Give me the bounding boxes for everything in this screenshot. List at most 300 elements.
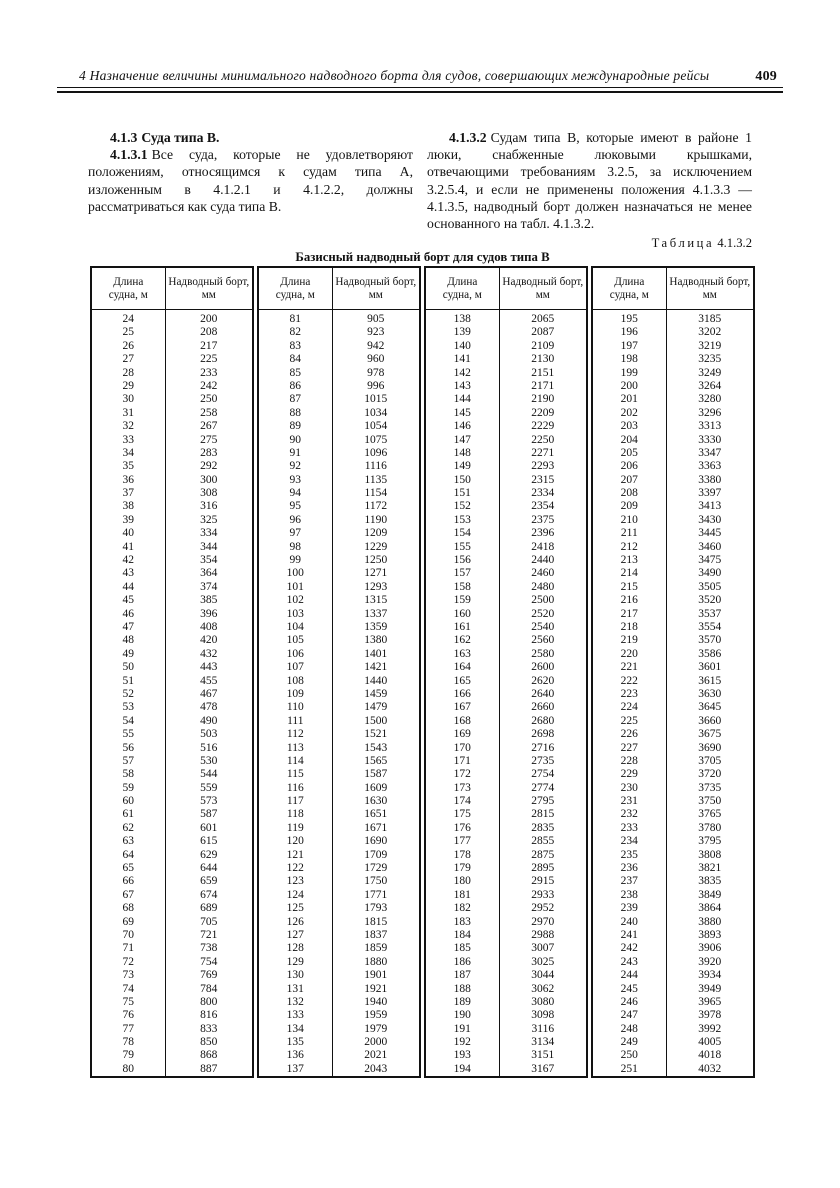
freeboard-cell: 2293 [531,460,555,473]
freeboard-cell: 3660 [698,714,722,727]
freeboard-cell: 443 [200,661,218,674]
length-cell: 140 [453,339,471,352]
freeboard-cell: 1587 [364,768,388,781]
freeboard-cell: 503 [200,728,218,741]
freeboard-cell: 1034 [364,406,388,419]
section-text: Все суда, которые не удовлетворяют положениям, относящимся к судам типа А, изложенным в 4.1.2.1 и 4.1.2.2, должны рассматриваться как суда типа В. [88,147,413,214]
freeboard-cell: 868 [200,1049,218,1062]
freeboard-cell: 3978 [698,1009,722,1022]
length-cell: 75 [122,995,135,1008]
section-number: 4.1.3 [110,130,138,145]
table-group-3 [424,266,588,1078]
length-cell: 162 [453,634,471,647]
freeboard-cell: 3044 [531,969,555,982]
length-cell: 107 [286,661,304,674]
length-cell: 44 [122,580,135,593]
freeboard-cell: 3920 [698,955,722,968]
length-cell: 53 [122,701,135,714]
freeboard-cell: 3080 [531,995,555,1008]
length-cell: 95 [289,500,302,513]
length-cell: 138 [453,313,471,325]
paragraph-4-1-3-1 [88,146,413,215]
length-cell: 209 [620,500,638,513]
length-column-header: Длина судна, м [92,268,166,309]
table-group-1 [90,266,254,1078]
length-cell: 170 [453,741,471,754]
freeboard-cell: 275 [200,433,218,446]
freeboard-cell: 3235 [698,353,722,366]
freeboard-cell: 1651 [364,808,388,821]
length-cell: 117 [286,795,304,808]
length-cell: 123 [286,875,304,888]
length-cell: 116 [286,781,304,794]
length-cell: 84 [289,353,302,366]
length-cell: 119 [286,821,304,834]
length-cell: 195 [620,313,638,325]
freeboard-cell: 2087 [531,326,555,339]
length-cell: 216 [620,594,638,607]
paragraph-4-1-3 [88,129,413,146]
freeboard-cell: 2271 [531,446,555,459]
freeboard-cell: 2952 [531,902,555,915]
freeboard-cell: 3821 [698,862,722,875]
length-cell: 31 [122,406,135,419]
length-cell: 49 [122,647,135,660]
length-cell: 71 [122,942,135,955]
freeboard-cell: 2540 [531,620,555,633]
length-cell: 213 [620,554,638,567]
length-cell: 215 [620,580,638,593]
freeboard-cell: 2560 [531,634,555,647]
freeboard-cell: 2915 [531,875,555,888]
length-cell: 190 [453,1009,471,1022]
freeboard-cell: 3296 [698,406,722,419]
freeboard-cell: 2698 [531,728,555,741]
length-cell: 46 [122,607,135,620]
freeboard-cell: 3849 [698,888,722,901]
freeboard-cell: 3025 [531,955,555,968]
freeboard-cell: 816 [200,1009,218,1022]
length-cell: 161 [453,620,471,633]
freeboard-cell: 2354 [531,500,555,513]
length-cell: 214 [620,567,638,580]
freeboard-cell: 208 [200,326,218,339]
freeboard-cell: 242 [200,379,218,392]
length-cell: 85 [289,366,302,379]
length-cell: 224 [620,701,638,714]
length-cell: 34 [122,446,135,459]
length-cell: 173 [453,781,471,794]
freeboard-cell: 3151 [531,1049,555,1062]
length-cell: 73 [122,969,135,982]
freeboard-cell: 3570 [698,634,722,647]
freeboard-cell: 3835 [698,875,722,888]
length-cell: 218 [620,620,638,633]
freeboard-cell: 200 [200,313,218,325]
freeboard-cell: 2418 [531,540,555,553]
freeboard-cell: 2021 [364,1049,388,1062]
section-number: 4.1.3.1 [110,147,148,163]
length-cell: 141 [453,353,471,366]
freeboard-cell: 2640 [531,687,555,700]
length-cell: 232 [620,808,638,821]
length-cell: 33 [122,433,135,446]
freeboard-cell: 800 [200,995,218,1008]
length-cell: 104 [286,620,304,633]
length-cell: 66 [122,875,135,888]
length-cell: 30 [122,393,135,406]
freeboard-cell: 3934 [698,969,722,982]
freeboard-cell: 344 [200,540,218,553]
length-cell: 233 [620,821,638,834]
freeboard-cell: 2375 [531,513,555,526]
length-cell: 114 [286,754,304,767]
freeboard-cell: 3397 [698,487,722,500]
freeboard-cell: 3347 [698,446,722,459]
freeboard-cell: 1815 [364,915,388,928]
length-cell: 131 [286,982,304,995]
freeboard-cell: 923 [367,326,385,339]
freeboard-cell: 3690 [698,741,722,754]
freeboard-cell: 2933 [531,888,555,901]
freeboard-cell: 1054 [364,420,388,433]
freeboard-cell: 615 [200,835,218,848]
length-cell: 42 [122,554,135,567]
length-cell: 163 [453,647,471,660]
length-cell: 197 [620,339,638,352]
freeboard-cell: 3363 [698,460,722,473]
freeboard-cell: 1880 [364,955,388,968]
length-cell: 165 [453,674,471,687]
freeboard-cell: 850 [200,1036,218,1049]
length-cell: 203 [620,420,638,433]
freeboard-cell: 3062 [531,982,555,995]
length-column [259,310,333,1076]
freeboard-cell: 1229 [364,540,388,553]
freeboard-cell: 385 [200,594,218,607]
length-cell: 120 [286,835,304,848]
freeboard-cell: 3134 [531,1036,555,1049]
length-cell: 68 [122,902,135,915]
length-cell: 59 [122,781,135,794]
freeboard-cell: 2460 [531,567,555,580]
freeboard-cell: 2620 [531,674,555,687]
length-cell: 24 [122,313,135,325]
section-title: Суда типа В. [141,130,220,145]
freeboard-cell: 1921 [364,982,388,995]
length-cell: 77 [122,1022,135,1035]
length-cell: 227 [620,741,638,754]
length-cell: 57 [122,754,135,767]
freeboard-cell: 2875 [531,848,555,861]
length-column-header: Длина судна, м [593,268,667,309]
freeboard-cell: 1671 [364,821,388,834]
length-cell: 155 [453,540,471,553]
length-cell: 194 [453,1062,471,1075]
length-cell: 128 [286,942,304,955]
length-cell: 217 [620,607,638,620]
freeboard-cell: 1479 [364,701,388,714]
freeboard-cell: 1979 [364,1022,388,1035]
length-cell: 229 [620,768,638,781]
length-cell: 134 [286,1022,304,1035]
table-group-2 [257,266,421,1078]
length-cell: 206 [620,460,638,473]
length-cell: 98 [289,540,302,553]
length-cell: 97 [289,527,302,540]
length-column-header: Длина судна, м [259,268,333,309]
table-header-row [92,268,252,310]
freeboard-cell: 408 [200,620,218,633]
freeboard-column [166,310,252,1076]
length-cell: 234 [620,835,638,848]
length-cell: 60 [122,795,135,808]
freeboard-cell: 292 [200,460,218,473]
length-cell: 188 [453,982,471,995]
freeboard-cell: 1015 [364,393,388,406]
length-cell: 177 [453,835,471,848]
freeboard-cell: 3720 [698,768,722,781]
length-cell: 96 [289,513,302,526]
length-cell: 244 [620,969,638,982]
freeboard-cell: 3765 [698,808,722,821]
freeboard-cell: 420 [200,634,218,647]
length-cell: 52 [122,687,135,700]
length-cell: 167 [453,701,471,714]
length-cell: 219 [620,634,638,647]
freeboard-cell: 1609 [364,781,388,794]
freeboard-cell: 942 [367,339,385,352]
freeboard-cell: 3808 [698,848,722,861]
freeboard-cell: 2735 [531,754,555,767]
freeboard-cell: 334 [200,527,218,540]
length-cell: 27 [122,353,135,366]
length-cell: 239 [620,902,638,915]
length-cell: 142 [453,366,471,379]
length-cell: 200 [620,379,638,392]
freeboard-cell: 2315 [531,473,555,486]
freeboard-cell: 3202 [698,326,722,339]
length-cell: 210 [620,513,638,526]
length-cell: 65 [122,862,135,875]
freeboard-cell: 3380 [698,473,722,486]
length-cell: 101 [286,580,304,593]
length-cell: 50 [122,661,135,674]
length-cell: 144 [453,393,471,406]
freeboard-cell: 2855 [531,835,555,848]
freeboard-column-header: Надводный борт, мм [669,275,751,301]
length-cell: 28 [122,366,135,379]
length-cell: 118 [286,808,304,821]
length-cell: 237 [620,875,638,888]
length-cell: 25 [122,326,135,339]
freeboard-cell: 1293 [364,580,388,593]
length-cell: 211 [620,527,638,540]
freeboard-cell: 1940 [364,995,388,1008]
freeboard-cell: 1630 [364,795,388,808]
length-cell: 135 [286,1036,304,1049]
freeboard-cell: 300 [200,473,218,486]
freeboard-cell: 2600 [531,661,555,674]
length-cell: 146 [453,420,471,433]
length-cell: 228 [620,754,638,767]
freeboard-cell: 3893 [698,928,722,941]
length-cell: 223 [620,687,638,700]
length-cell: 187 [453,969,471,982]
freeboard-column [667,310,753,1076]
length-cell: 122 [286,862,304,875]
freeboard-cell: 1421 [364,661,388,674]
freeboard-cell: 1135 [364,473,388,486]
freeboard-cell: 2043 [364,1062,388,1075]
length-cell: 35 [122,460,135,473]
freeboard-cell: 2774 [531,781,555,794]
freeboard-cell: 705 [200,915,218,928]
length-cell: 29 [122,379,135,392]
length-cell: 186 [453,955,471,968]
freeboard-cell: 544 [200,768,218,781]
length-cell: 109 [286,687,304,700]
length-cell: 100 [286,567,304,580]
length-cell: 158 [453,580,471,593]
table-header-row [426,268,586,310]
length-cell: 90 [289,433,302,446]
length-cell: 143 [453,379,471,392]
length-cell: 133 [286,1009,304,1022]
freeboard-cell: 1521 [364,728,388,741]
freeboard-cell: 2680 [531,714,555,727]
length-cell: 87 [289,393,302,406]
freeboard-cell: 364 [200,567,218,580]
length-cell: 48 [122,634,135,647]
table-body [426,310,586,1076]
freeboard-cell: 1096 [364,446,388,459]
freeboard-cell: 3460 [698,540,722,553]
freeboard-cell: 2109 [531,339,555,352]
table-body [593,310,753,1076]
length-cell: 130 [286,969,304,982]
freeboard-cell: 1250 [364,554,388,567]
length-cell: 127 [286,928,304,941]
length-cell: 212 [620,540,638,553]
freeboard-cell: 1837 [364,928,388,941]
table-body [259,310,419,1076]
length-cell: 152 [453,500,471,513]
length-cell: 201 [620,393,638,406]
freeboard-cell: 1359 [364,620,388,633]
length-cell: 36 [122,473,135,486]
freeboard-cell: 3505 [698,580,722,593]
length-cell: 91 [289,446,302,459]
freeboard-cell: 2130 [531,353,555,366]
length-cell: 64 [122,848,135,861]
length-cell: 180 [453,875,471,888]
length-cell: 166 [453,687,471,700]
freeboard-cell: 1075 [364,433,388,446]
length-cell: 93 [289,473,302,486]
freeboard-cell: 2190 [531,393,555,406]
freeboard-cell: 432 [200,647,218,660]
length-cell: 26 [122,339,135,352]
freeboard-cell: 2151 [531,366,555,379]
length-cell: 56 [122,741,135,754]
freeboard-cell: 659 [200,875,218,888]
freeboard-cell: 2988 [531,928,555,941]
freeboard-cell: 3520 [698,594,722,607]
freeboard-cell: 267 [200,420,218,433]
freeboard-cell: 754 [200,955,218,968]
length-cell: 247 [620,1009,638,1022]
length-cell: 111 [287,714,304,727]
length-cell: 108 [286,674,304,687]
freeboard-cell: 3780 [698,821,722,834]
freeboard-cell: 4032 [698,1062,722,1075]
freeboard-cell: 3750 [698,795,722,808]
freeboard-cell: 3264 [698,379,722,392]
length-cell: 88 [289,406,302,419]
length-cell: 193 [453,1049,471,1062]
freeboard-cell: 2250 [531,433,555,446]
header-rule [57,87,783,93]
freeboard-column-header: Надводный борт, мм [335,275,417,301]
table-label-number: 4.1.3.2 [717,236,752,250]
length-cell: 192 [453,1036,471,1049]
length-cell: 221 [620,661,638,674]
length-cell: 47 [122,620,135,633]
length-cell: 222 [620,674,638,687]
freeboard-cell: 2440 [531,554,555,567]
freeboard-cell: 2795 [531,795,555,808]
running-head-title: 4 Назначение величины минимального надводного борта для судов, совершающих международные рейсы [79,68,710,83]
freeboard-cell: 3330 [698,433,722,446]
freeboard-cell: 316 [200,500,218,513]
length-cell: 43 [122,567,135,580]
length-cell: 148 [453,446,471,459]
length-cell: 78 [122,1036,135,1049]
freeboard-cell: 3116 [531,1022,555,1035]
length-cell: 230 [620,781,638,794]
table-group-4 [591,266,755,1078]
freeboard-cell: 258 [200,406,218,419]
length-cell: 137 [286,1062,304,1075]
length-cell: 241 [620,928,638,941]
freeboard-cell: 1459 [364,687,388,700]
freeboard-cell: 3615 [698,674,722,687]
freeboard-cell: 573 [200,795,218,808]
freeboard-cell: 996 [367,379,385,392]
length-cell: 74 [122,982,135,995]
length-cell: 70 [122,928,135,941]
length-cell: 115 [286,768,304,781]
freeboard-cell: 1315 [364,594,388,607]
freeboard-cell: 3880 [698,915,722,928]
length-cell: 38 [122,500,135,513]
length-cell: 235 [620,848,638,861]
freeboard-cell: 396 [200,607,218,620]
freeboard-cell: 3735 [698,781,722,794]
length-cell: 45 [122,594,135,607]
freeboard-cell: 1690 [364,835,388,848]
length-cell: 231 [620,795,638,808]
freeboard-cell: 1209 [364,527,388,540]
freeboard-cell: 3413 [698,500,722,513]
length-cell: 40 [122,527,135,540]
length-cell: 89 [289,420,302,433]
length-cell: 181 [453,888,471,901]
length-cell: 92 [289,460,302,473]
freeboard-cell: 2815 [531,808,555,821]
length-cell: 182 [453,902,471,915]
